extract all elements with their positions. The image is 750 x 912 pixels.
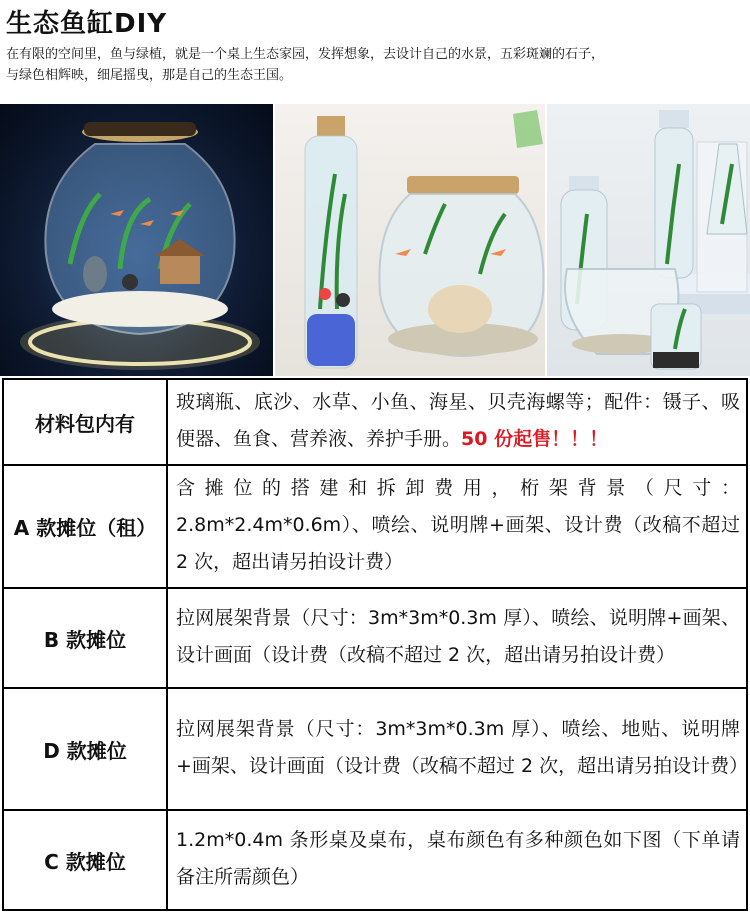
row-label: B 款摊位 [3,588,167,688]
bottle-jar-illustration [275,104,545,376]
table-row-booth-d [3,688,747,810]
description-line-1: 在有限的空间里，鱼与绿植，就是一个桌上生态家园，发挥想象，去设计自己的水景，五彩斑斓的石子， [6,47,605,62]
minimum-order-highlight: 50 份起售！！！ [461,428,609,450]
table-row-materials [3,379,747,465]
page-title: 生态鱼缸DIY [6,9,168,39]
row-label: C 款摊位 [3,810,167,910]
photo-assorted-glass-fish-tanks [547,104,750,376]
row-label: A 款摊位（租） [3,465,167,588]
header [0,0,750,86]
row-content: 1.2m*0.4m 条形桌及桌布，桌布颜色有多种颜色如下图（下单请备注所需颜色） [167,810,747,910]
description [6,44,750,86]
row-content: 拉网展架背景（尺寸：3m*3m*0.3m 厚）、喷绘、地贴、说明牌+画架、设计画面（设计费（改稿不超过 2 次，超出请另拍设计费） [167,688,747,810]
photo-strip [0,104,750,376]
table-row-booth-c [3,810,747,910]
photo-glowing-round-fish-tank [0,104,273,376]
description-line-2: 与绿色相辉映，细尾摇曳，那是自己的生态王国。 [6,68,293,83]
row-content: 拉网展架背景（尺寸：3m*3m*0.3m 厚）、喷绘、说明牌+画架、设计画面（设计费（改稿不超过 2 次，超出请另拍设计费） [167,588,747,688]
table-row-booth-a [3,465,747,588]
glowing-tank-illustration [0,104,273,376]
package-table [2,378,748,911]
row-content-text: 玻璃瓶、底沙、水草、小鱼、海星、贝壳海螺等；配件：镊子、吸便器、鱼食、营养液、养护手册。 [176,391,740,450]
assorted-tanks-illustration [547,104,750,376]
table-row-booth-b [3,588,747,688]
row-content: 含摊位的搭建和拆卸费用，桁架背景（尺寸：2.8m*2.4m*0.6m）、喷绘、说明牌+画架、设计费（改稿不超过 2 次，超出请另拍设计费） [167,465,747,588]
photo-bottle-and-jar-fish-tanks [275,104,545,376]
row-label: 材料包内有 [3,379,167,465]
row-content [167,379,747,465]
row-label: D 款摊位 [3,688,167,810]
